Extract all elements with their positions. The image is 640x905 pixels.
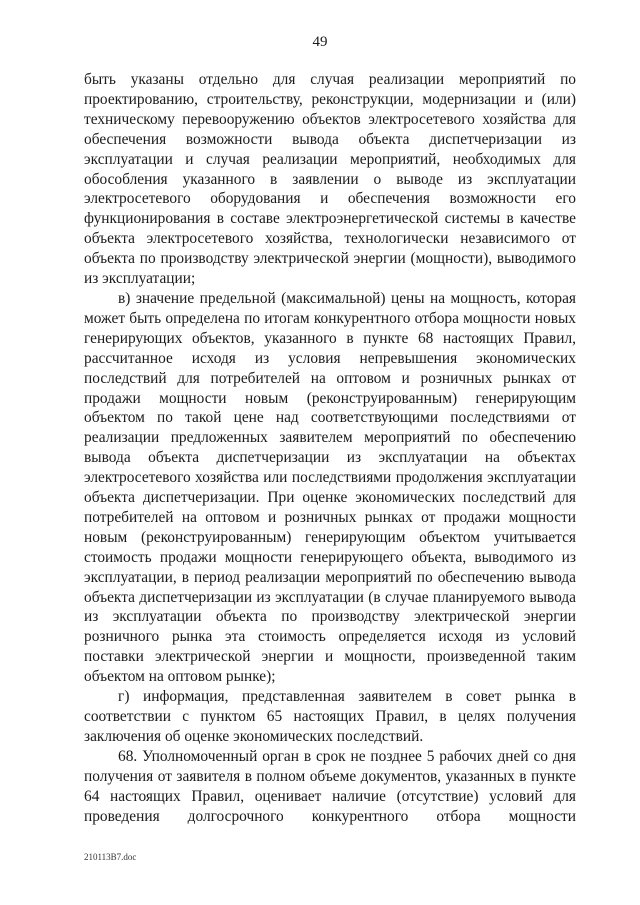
document-body	[84, 70, 576, 826]
footer-filename: 210113В7.doc	[84, 852, 137, 862]
page-number: 49	[312, 34, 328, 50]
paragraph: г) информация, представленная заявителем в совет рынка в соответствии с пунктом 65 настоящих Правил, в целях получения заключения об оценке экономических последствий.	[84, 688, 576, 745]
paragraph: быть указаны отдельно для случая реализации мероприятий по проектированию, строительству, реконструкции, модернизации и (или) техническому перевооружению объектов электросетевого хозяйства для обеспечения возможности вывода объекта диспетчеризации из эксплуатации и случая реализации мероприятий, необходимых для обособления указанного в заявлении о выводе из эксплуатации электросетевого оборудования и обеспечения возможности его функционирования в составе электроэнергетической системы в качестве объекта электросетевого хозяйства, технологически независимого от объекта по производству электрической энергии (мощности), выводимого из эксплуатации;	[84, 71, 576, 288]
paragraph: в) значение предельной (максимальной) цены на мощность, которая может быть определена по итогам конкурентного отбора мощности новых генерирующих объектов, указанного в пункте 68 настоящих Правил, рассчитанное исходя из условия непревышения экономических последствий для потребителей на оптовом и розничных рынках от продажи мощности новым (реконструированным) генерирующим объектом по такой цене над соответствующими последствиями от реализации предложенных заявителем мероприятий по обеспечению вывода объекта диспетчеризации из эксплуатации на объектах электросетевого хозяйства или последствиями продолжения эксплуатации объекта диспетчеризации. При оценке экономических последствий для потребителей на оптовом и розничных рынках от продажи мощности новым (реконструированным) генерирующим объектом учитывается стоимость продажи мощности генерирующего объекта, выводимого из эксплуатации, в период реализации мероприятий по обеспечению вывода объекта диспетчеризации из эксплуатации (в случае планируемого вывода из эксплуатации объекта по производству электрической энергии розничного рынка эта стоимость определяется исходя из условий поставки электрической энергии и мощности, произведенной таким объектом на оптовом рынке);	[84, 289, 576, 686]
paragraph: 68. Уполномоченный орган в срок не позднее 5 рабочих дней со дня получения от заявителя в полном объеме документов, указанных в пункте 64 настоящих Правил, оценивает наличие (отсутствие) условий для проведения долгосрочного конкурентного отбора мощности	[84, 747, 576, 825]
